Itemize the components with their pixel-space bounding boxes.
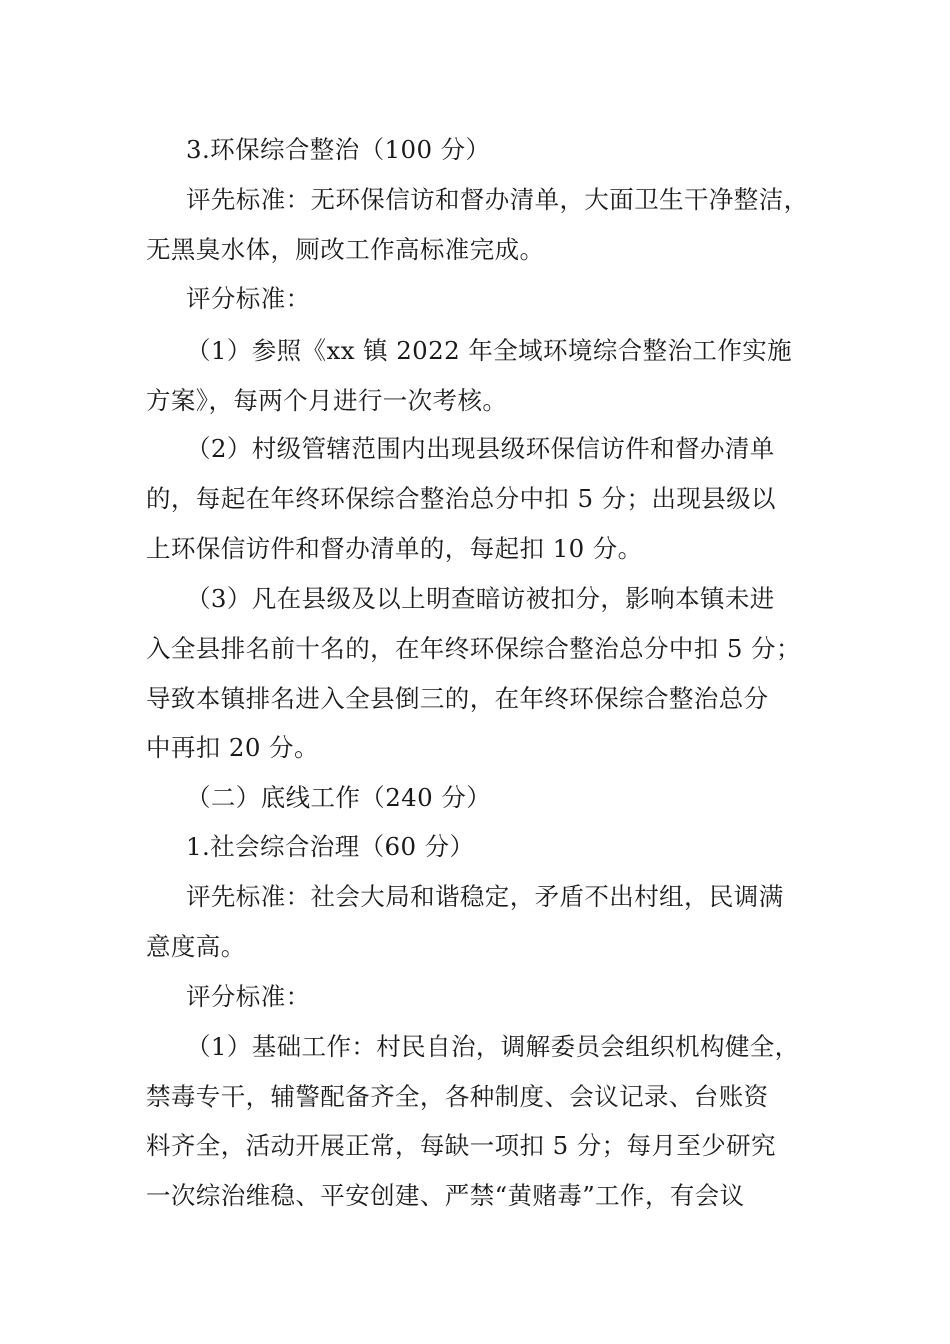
heading-bottom-line-work: （二）底线工作（240 分） <box>186 783 492 812</box>
subheading-scoring: 评分标准： <box>186 982 311 1011</box>
paragraph-line: 上环保信访件和督办清单的，每起扣 10 分。 <box>146 534 643 563</box>
paragraph-line: 入全县排名前十名的，在年终环保综合整治总分中扣 5 分； <box>146 634 801 663</box>
paragraph-line: 中再扣 20 分。 <box>146 733 319 762</box>
heading-environmental: 3.环保综合整治（100 分） <box>186 135 491 164</box>
paragraph-line: 导致本镇排名进入全县倒三的，在年终环保综合整治总分 <box>146 684 769 713</box>
paragraph-line: （1）基础工作：村民自治，调解委员会组织机构健全， <box>186 1032 800 1061</box>
paragraph-line: 无黑臭水体，厕改工作高标准完成。 <box>146 235 545 264</box>
paragraph-line: （1）参照《xx 镇 2022 年全域环境综合整治工作实施 <box>186 336 793 365</box>
paragraph-line: 料齐全，活动开展正常，每缺一项扣 5 分；每月至少研究 <box>146 1131 776 1160</box>
paragraph-line: 评先标准：社会大局和谐稳定，矛盾不出村组，民调满 <box>186 882 784 911</box>
paragraph-line: 禁毒专干，辅警配备齐全，各种制度、会议记录、台账资 <box>146 1082 769 1111</box>
paragraph-line: 一次综治维稳、平安创建、严禁“黄赌毒”工作，有会议 <box>146 1181 745 1210</box>
paragraph-line: （3）凡在县级及以上明查暗访被扣分，影响本镇未进 <box>186 584 775 613</box>
paragraph-line: （2）村级管辖范围内出现县级环保信访件和督办清单 <box>186 434 775 463</box>
paragraph-line: 方案》，每两个月进行一次考核。 <box>146 386 508 415</box>
paragraph-line: 的，每起在年终环保综合整治总分中扣 5 分；出现县级以 <box>146 484 776 513</box>
heading-social-governance: 1.社会综合治理（60 分） <box>186 832 475 861</box>
paragraph-line: 意度高。 <box>146 932 246 961</box>
subheading-scoring: 评分标准： <box>186 284 311 313</box>
paragraph-line: 评先标准：无环保信访和督办清单，大面卫生干净整洁， <box>186 185 809 214</box>
